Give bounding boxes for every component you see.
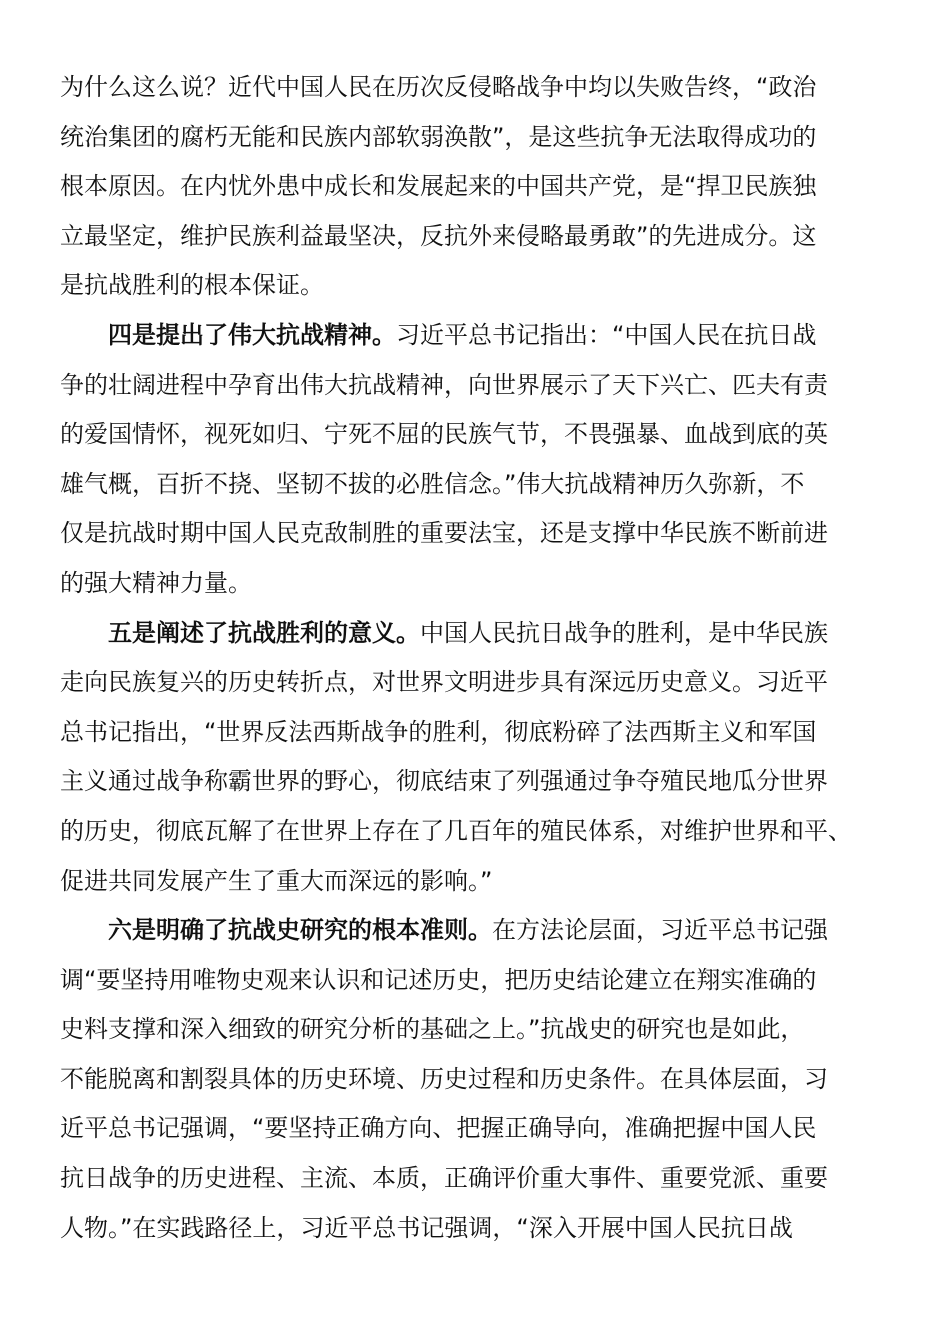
document-body (60, 63, 890, 1253)
text-line: 立最坚定，维护民族利益最坚决，反抗外来侵略最勇敢”的先进成分。这 (60, 221, 817, 250)
text-line: 是抗战胜利的根本保证。 (60, 271, 324, 300)
text-line: 雄气概，百折不挠、坚韧不拔的必胜信念。”伟大抗战精神历久弥新，不 (60, 469, 805, 498)
paragraph-first-line (60, 609, 890, 659)
text-line: 争的壮阔进程中孕育出伟大抗战精神，向世界展示了天下兴亡、匹夫有责 (60, 370, 828, 399)
text-line: 调“要坚持用唯物史观来认识和记述历史，把历史结论建立在翔实准确的 (60, 965, 817, 994)
paragraph-first-line (60, 906, 890, 956)
text-line: 的历史，彻底瓦解了在世界上存在了几百年的殖民体系，对维护世界和平、 (60, 816, 852, 845)
text-span: 习近平总书记指出：“中国人民在抗日战 (396, 320, 817, 349)
text-span: 在方法论层面，习近平总书记强 (492, 916, 828, 945)
text-span: 中国人民抗日战争的胜利，是中华民族 (420, 618, 828, 647)
text-line: 史料支撑和深入细致的研究分析的基础之上。”抗战史的研究也是如此， (60, 1015, 805, 1044)
text-line: 仅是抗战时期中国人民克敌制胜的重要法宝，还是支撑中华民族不断前进 (60, 519, 828, 548)
text-line: 统治集团的腐朽无能和民族内部软弱涣散”，是这些抗争无法取得成功的 (60, 122, 817, 151)
section-heading: 五是阐述了抗战胜利的意义。 (108, 618, 420, 647)
section-heading: 六是明确了抗战史研究的根本准则。 (108, 916, 492, 945)
text-line: 总书记指出，“世界反法西斯战争的胜利，彻底粉碎了法西斯主义和军国 (60, 717, 817, 746)
text-line: 抗日战争的历史进程、主流、本质，正确评价重大事件、重要党派、重要 (60, 1164, 828, 1193)
text-line: 促进共同发展产生了重大而深远的影响。” (60, 866, 493, 895)
paragraph-first-line (60, 311, 890, 361)
text-line: 的爱国情怀，视死如归、宁死不屈的民族气节，不畏强暴、血战到底的英 (60, 420, 828, 449)
section-heading: 四是提出了伟大抗战精神。 (108, 320, 396, 349)
text-line: 不能脱离和割裂具体的历史环境、历史过程和历史条件。在具体层面，习 (60, 1064, 828, 1093)
text-line: 主义通过战争称霸世界的野心，彻底结束了列强通过争夺殖民地瓜分世界 (60, 767, 828, 796)
text-line: 根本原因。在内忧外患中成长和发展起来的中国共产党，是“捍卫民族独 (60, 172, 817, 201)
text-line: 走向民族复兴的历史转折点，对世界文明进步具有深远历史意义。习近平 (60, 668, 828, 697)
text-line: 为什么这么说？近代中国人民在历次反侵略战争中均以失败告终，“政治 (60, 73, 817, 101)
text-line: 人物。”在实践路径上，习近平总书记强调，“深入开展中国人民抗日战 (60, 1213, 793, 1242)
text-line: 的强大精神力量。 (60, 568, 252, 597)
text-line: 近平总书记强调，“要坚持正确方向、把握正确导向，准确把握中国人民 (60, 1114, 817, 1143)
